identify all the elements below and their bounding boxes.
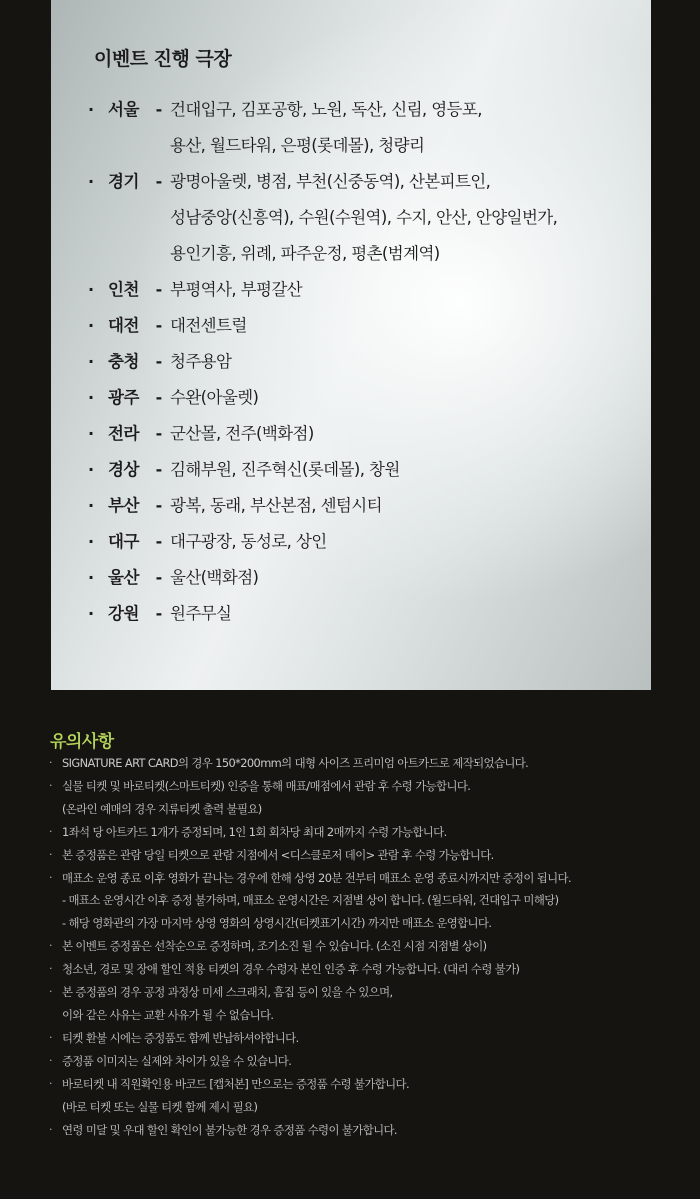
note-item: [49, 844, 669, 867]
region-name: 경상: [108, 460, 139, 479]
region-name: 대구: [108, 532, 139, 551]
note-text: 1좌석 당 아트카드 1개가 증정되며, 1인 1회 회차당 최대 2매까지 수령 가능합니다.: [62, 824, 447, 839]
note-item: [49, 889, 669, 912]
note-text: 이와 같은 사유는 교환 사유가 될 수 없습니다.: [62, 1007, 274, 1022]
region-item: [88, 563, 648, 592]
theater-line: 수완(아울렛): [170, 388, 259, 407]
region-theaters: [170, 419, 648, 448]
region-name: 충청: [108, 352, 139, 371]
notes-list: [49, 752, 669, 1141]
note-text: 바로티켓 내 직원확인용 바코드 [캡처본] 만으로는 증정품 수령 불가합니다.: [62, 1076, 409, 1091]
note-bullet: ·: [49, 962, 53, 976]
note-text: - 해당 영화관의 가장 마지막 상영 영화의 상영시간(티켓표기시간) 까지만 매표소 운영합니다.: [62, 916, 492, 931]
theater-list-title: 이벤트 진행 극장: [94, 48, 232, 70]
note-text: (바로 티켓 또는 실물 티켓 함께 제시 필요): [62, 1099, 258, 1114]
region-name: 인천: [108, 280, 139, 299]
region-bullet: ·: [88, 604, 95, 623]
region-name: 강원: [108, 604, 139, 623]
region-dash: -: [155, 352, 163, 371]
region-bullet: ·: [88, 316, 95, 335]
note-bullet: ·: [49, 939, 53, 953]
note-bullet: ·: [49, 1030, 53, 1044]
theater-line: 광복, 동래, 부산본점, 센텀시티: [170, 496, 382, 515]
note-item: [49, 775, 669, 798]
region-bullet: ·: [88, 532, 95, 551]
region-item: [88, 275, 648, 304]
region-theaters: [170, 311, 648, 340]
theater-line: 울산(백화점): [170, 568, 259, 587]
note-text: 청소년, 경로 및 장애 할인 적용 티켓의 경우 수령자 본인 인증 후 수령 가능합니다. (대리 수령 불가): [62, 962, 520, 977]
note-item: [49, 912, 669, 935]
region-bullet: ·: [88, 460, 95, 479]
region-name: 광주: [108, 388, 139, 407]
theater-line: 건대입구, 김포공항, 노원, 독산, 신림, 영등포,: [170, 100, 482, 119]
region-dash: -: [155, 388, 163, 407]
region-bullet: ·: [88, 388, 95, 407]
region-bullet: ·: [88, 172, 95, 191]
note-text: 증정품 이미지는 실제와 차이가 있을 수 있습니다.: [62, 1053, 292, 1068]
note-item: [49, 981, 669, 1004]
note-bullet: ·: [49, 1122, 53, 1136]
note-text: 실물 티켓 및 바로티켓(스마트티켓) 인증을 통해 매표/매점에서 관람 후 수령 가능합니다.: [62, 778, 471, 793]
region-name: 경기: [108, 172, 139, 191]
region-item: [88, 95, 648, 160]
note-text: 본 이벤트 증정품은 선착순으로 증정하며, 조기소진 될 수 있습니다. (소진 시점 지점별 상이): [62, 939, 487, 954]
region-theaters: [170, 599, 648, 628]
region-dash: -: [155, 568, 163, 587]
region-theaters: [170, 95, 648, 160]
note-item: [49, 958, 669, 981]
region-theaters: [170, 455, 648, 484]
region-item: [88, 311, 648, 340]
note-item: [49, 935, 669, 958]
note-item: [49, 1119, 669, 1142]
theater-line: 부평역사, 부평갈산: [170, 280, 303, 299]
theater-line: 성남중앙(신흥역), 수원(수원역), 수지, 안산, 안양일번가,: [170, 208, 558, 227]
note-item: [49, 798, 669, 821]
region-theaters: [170, 527, 648, 556]
note-bullet: ·: [49, 847, 53, 861]
note-item: [49, 1073, 669, 1096]
region-theaters: [170, 347, 648, 376]
region-theaters: [170, 167, 648, 268]
region-name: 대전: [108, 316, 139, 335]
note-item: [49, 1096, 669, 1119]
note-bullet: ·: [49, 756, 53, 769]
theater-line: 용인기흥, 위례, 파주운정, 평촌(범계역): [170, 244, 440, 263]
theater-line: 김해부원, 진주혁신(롯데몰), 창원: [170, 460, 400, 479]
region-dash: -: [155, 280, 163, 299]
theater-line: 청주용암: [170, 352, 232, 371]
region-item: [88, 455, 648, 484]
region-theaters: [170, 275, 648, 304]
region-dash: -: [155, 100, 163, 119]
region-bullet: ·: [88, 496, 95, 515]
note-text: 본 증정품의 경우 공정 과정상 미세 스크래치, 흠집 등이 있을 수 있으며,: [62, 985, 393, 1000]
notes-title: 유의사항: [50, 732, 114, 752]
note-item: [49, 752, 669, 775]
region-bullet: ·: [88, 568, 95, 587]
region-dash: -: [155, 424, 163, 443]
note-text: 본 증정품은 관람 당일 티켓으로 관람 지점에서 <디스클로저 데이> 관람 후 수령 가능합니다.: [62, 847, 494, 862]
region-dash: -: [155, 604, 163, 623]
note-bullet: ·: [49, 1076, 53, 1090]
note-item: [49, 1050, 669, 1073]
note-text: - 매표소 운영시간 이후 증정 불가하며, 매표소 운영시간은 지점별 상이 합니다. (월드타워, 건대입구 미해당): [62, 893, 559, 908]
region-item: [88, 419, 648, 448]
note-bullet: ·: [49, 778, 53, 792]
region-item: [88, 491, 648, 520]
theater-line: 광명아울렛, 병점, 부천(신중동역), 산본피트인,: [170, 172, 491, 191]
region-bullet: ·: [88, 280, 95, 299]
region-item: [88, 383, 648, 412]
theater-list-panel: [51, 0, 651, 690]
region-list: [88, 95, 648, 635]
region-theaters: [170, 383, 648, 412]
note-bullet: ·: [49, 824, 53, 838]
note-text: 티켓 환불 시에는 증정품도 함께 반납하셔야합니다.: [62, 1030, 299, 1045]
region-name: 울산: [108, 568, 139, 587]
region-name: 부산: [108, 496, 139, 515]
region-name: 전라: [108, 424, 139, 443]
note-item: [49, 867, 669, 890]
note-bullet: ·: [49, 1053, 53, 1067]
region-name: 서울: [108, 100, 139, 119]
region-dash: -: [155, 316, 163, 335]
region-item: [88, 167, 648, 268]
note-text: SIGNATURE ART CARD의 경우 150*200mm의 대형 사이즈 프리미엄 아트카드로 제작되었습니다.: [62, 756, 529, 770]
region-item: [88, 599, 648, 628]
theater-line: 대전센트럴: [170, 316, 247, 335]
note-item: [49, 1027, 669, 1050]
region-bullet: ·: [88, 100, 95, 119]
note-item: [49, 1004, 669, 1027]
note-bullet: ·: [49, 870, 53, 884]
region-dash: -: [155, 172, 163, 191]
note-text: (온라인 예매의 경우 지류티켓 출력 불필요): [62, 801, 262, 816]
region-theaters: [170, 491, 648, 520]
theater-line: 대구광장, 동성로, 상인: [170, 532, 327, 551]
region-bullet: ·: [88, 352, 95, 371]
note-text: 연령 미달 및 우대 할인 확인이 불가능한 경우 증정품 수령이 불가합니다.: [62, 1122, 397, 1137]
region-theaters: [170, 563, 648, 592]
theater-line: 원주무실: [170, 604, 232, 623]
region-dash: -: [155, 460, 163, 479]
note-bullet: ·: [49, 985, 53, 999]
note-text: 매표소 운영 종료 이후 영화가 끝나는 경우에 한해 상영 20분 전부터 매표소 운영 종료시까지만 증정이 됩니다.: [62, 870, 571, 885]
note-item: [49, 821, 669, 844]
region-dash: -: [155, 496, 163, 515]
theater-line: 군산몰, 전주(백화점): [170, 424, 314, 443]
region-item: [88, 527, 648, 556]
region-dash: -: [155, 532, 163, 551]
theater-line: 용산, 월드타워, 은평(롯데몰), 청량리: [170, 136, 425, 155]
region-bullet: ·: [88, 424, 95, 443]
region-item: [88, 347, 648, 376]
